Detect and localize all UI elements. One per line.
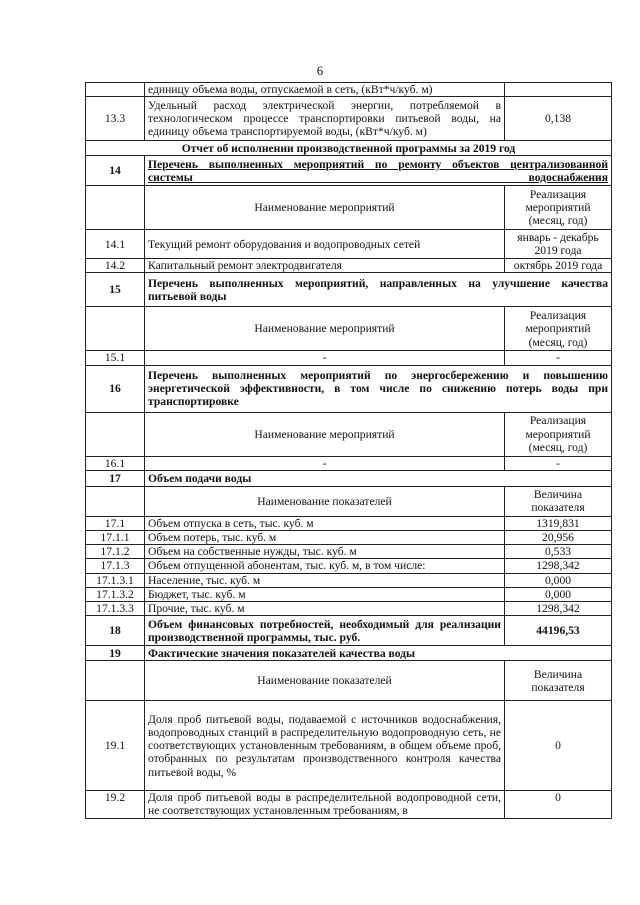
row-value: 0 [505, 701, 612, 791]
row-value: октябрь 2019 года [505, 259, 612, 273]
column-header-value: Реализация мероприятий (месяц, год) [505, 307, 612, 351]
column-header-name: Наименование показателей [145, 486, 505, 516]
column-header-row [86, 661, 612, 701]
row-text: - [145, 351, 505, 365]
section-number: 17 [86, 470, 145, 486]
section-title: Перечень выполненных мероприятий, направленных на улучшение качества питьевой воды [145, 273, 612, 307]
section-header-row [86, 616, 612, 646]
row-number: 19.1 [86, 701, 145, 791]
row-number: 15.1 [86, 351, 145, 365]
section-value: 44196,53 [505, 616, 612, 646]
section-header-row [86, 273, 612, 307]
row-text: Капитальный ремонт электродвигателя [145, 259, 505, 273]
row-number: 17.1.1 [86, 531, 145, 545]
section-number: 14 [86, 156, 145, 186]
row-value: 0,533 [505, 545, 612, 559]
row-value: 1298,342 [505, 602, 612, 616]
column-header-value: Величина показателя [505, 661, 612, 701]
row-number: 17.1 [86, 516, 145, 530]
column-header-row [86, 486, 612, 516]
row-text: единицу объема воды, отпускаемой в сеть, (кВт*ч/куб. м) [145, 83, 505, 97]
row-text: Объем потерь, тыс. куб. м [145, 531, 505, 545]
column-header-value: Величина показателя [505, 486, 612, 516]
row-number: 19.2 [86, 791, 145, 819]
table-row [86, 545, 612, 559]
row-text: - [145, 456, 505, 470]
row-text: Удельный расход электрической энергии, потребляемой в технологическом процессе транспортировки питьевой воды, на единицу объема транспортируемой воды, (кВт*ч/куб. м) [145, 97, 505, 141]
section-header-row [86, 365, 612, 412]
row-text: Прочие, тыс. куб. м [145, 602, 505, 616]
section-header-row [86, 470, 612, 486]
table-row [86, 573, 612, 587]
production-program-table [85, 82, 612, 819]
table-row [86, 259, 612, 273]
row-value: 0,000 [505, 587, 612, 601]
table-row [86, 531, 612, 545]
row-value: январь - декабрь 2019 года [505, 230, 612, 259]
column-header-row [86, 186, 612, 230]
section-header-row [86, 646, 612, 661]
row-value: 0,000 [505, 573, 612, 587]
row-number: 17.1.2 [86, 545, 145, 559]
section-title: Объем финансовых потребностей, необходимый для реализации производственной программы, тыс. руб. [145, 616, 505, 646]
column-header-name: Наименование показателей [145, 661, 505, 701]
column-header-value: Реализация мероприятий (месяц, год) [505, 186, 612, 230]
row-number: 17.1.3.2 [86, 587, 145, 601]
report-title: Отчет об исполнении производственной программы за 2019 год [86, 141, 612, 156]
table-row [86, 587, 612, 601]
row-number: 17.1.3.3 [86, 602, 145, 616]
table-row [86, 351, 612, 365]
row-value: 0 [505, 791, 612, 819]
table-row [86, 602, 612, 616]
row-text: Объем отпуска в сеть, тыс. куб. м [145, 516, 505, 530]
section-title-text: Перечень выполненных мероприятий по ремонту объектов централизованной системы водоснабжения [148, 157, 608, 184]
row-value: - [505, 456, 612, 470]
row-text: Объем отпущенной абонентам, тыс. куб. м, в том числе: [145, 559, 505, 573]
column-header-name: Наименование мероприятий [145, 186, 505, 230]
column-header-value: Реализация мероприятий (месяц, год) [505, 412, 612, 456]
row-number: 17.1.3.1 [86, 573, 145, 587]
row-number: 13.3 [86, 97, 145, 141]
section-header-row [86, 156, 612, 186]
section-number: 19 [86, 646, 145, 661]
column-header-row [86, 307, 612, 351]
row-text: Население, тыс. куб. м [145, 573, 505, 587]
row-text: Бюджет, тыс. куб. м [145, 587, 505, 601]
page-number: 6 [316, 63, 324, 78]
row-number: 16.1 [86, 456, 145, 470]
table-row [86, 516, 612, 530]
section-number: 18 [86, 616, 145, 646]
row-value: 1298,342 [505, 559, 612, 573]
column-header-row [86, 412, 612, 456]
row-value: 1319,831 [505, 516, 612, 530]
row-text: Доля проб питьевой воды, подаваемой с источников водоснабжения, водопроводных станций в распределительную водопроводную сеть, не соответствующих установленным требованиям, в общем объеме проб, отобранных по результатам производственного контроля качества питьевой воды, % [145, 701, 505, 791]
column-header-name: Наименование мероприятий [145, 412, 505, 456]
row-value: - [505, 351, 612, 365]
row-text: Доля проб питьевой воды в распределительной водопроводной сети, не соответствующих установленным требованиям, в [145, 791, 505, 819]
section-title: Перечень выполненных мероприятий по энергосбережению и повышению энергетической эффективности, в том числе по снижению потерь воды при транспортировке [145, 365, 612, 412]
row-number: 17.1.3 [86, 559, 145, 573]
row-number: 14.2 [86, 259, 145, 273]
section-title: Объем подачи воды [145, 470, 612, 486]
table-row [86, 559, 612, 573]
section-number: 15 [86, 273, 145, 307]
table-row [86, 97, 612, 141]
row-text: Текущий ремонт оборудования и водопроводных сетей [145, 230, 505, 259]
row-value: 20,956 [505, 531, 612, 545]
section-title [145, 156, 612, 186]
section-number: 16 [86, 365, 145, 412]
row-value: 0,138 [505, 97, 612, 141]
column-header-name: Наименование мероприятий [145, 307, 505, 351]
section-header-row [86, 141, 612, 156]
table-row [86, 701, 612, 791]
row-text: Объем на собственные нужды, тыс. куб. м [145, 545, 505, 559]
table-row [86, 230, 612, 259]
table-row [86, 456, 612, 470]
row-number: 14.1 [86, 230, 145, 259]
table-row [86, 83, 612, 97]
table-row [86, 791, 612, 819]
section-title: Фактические значения показателей качества воды [145, 646, 612, 661]
